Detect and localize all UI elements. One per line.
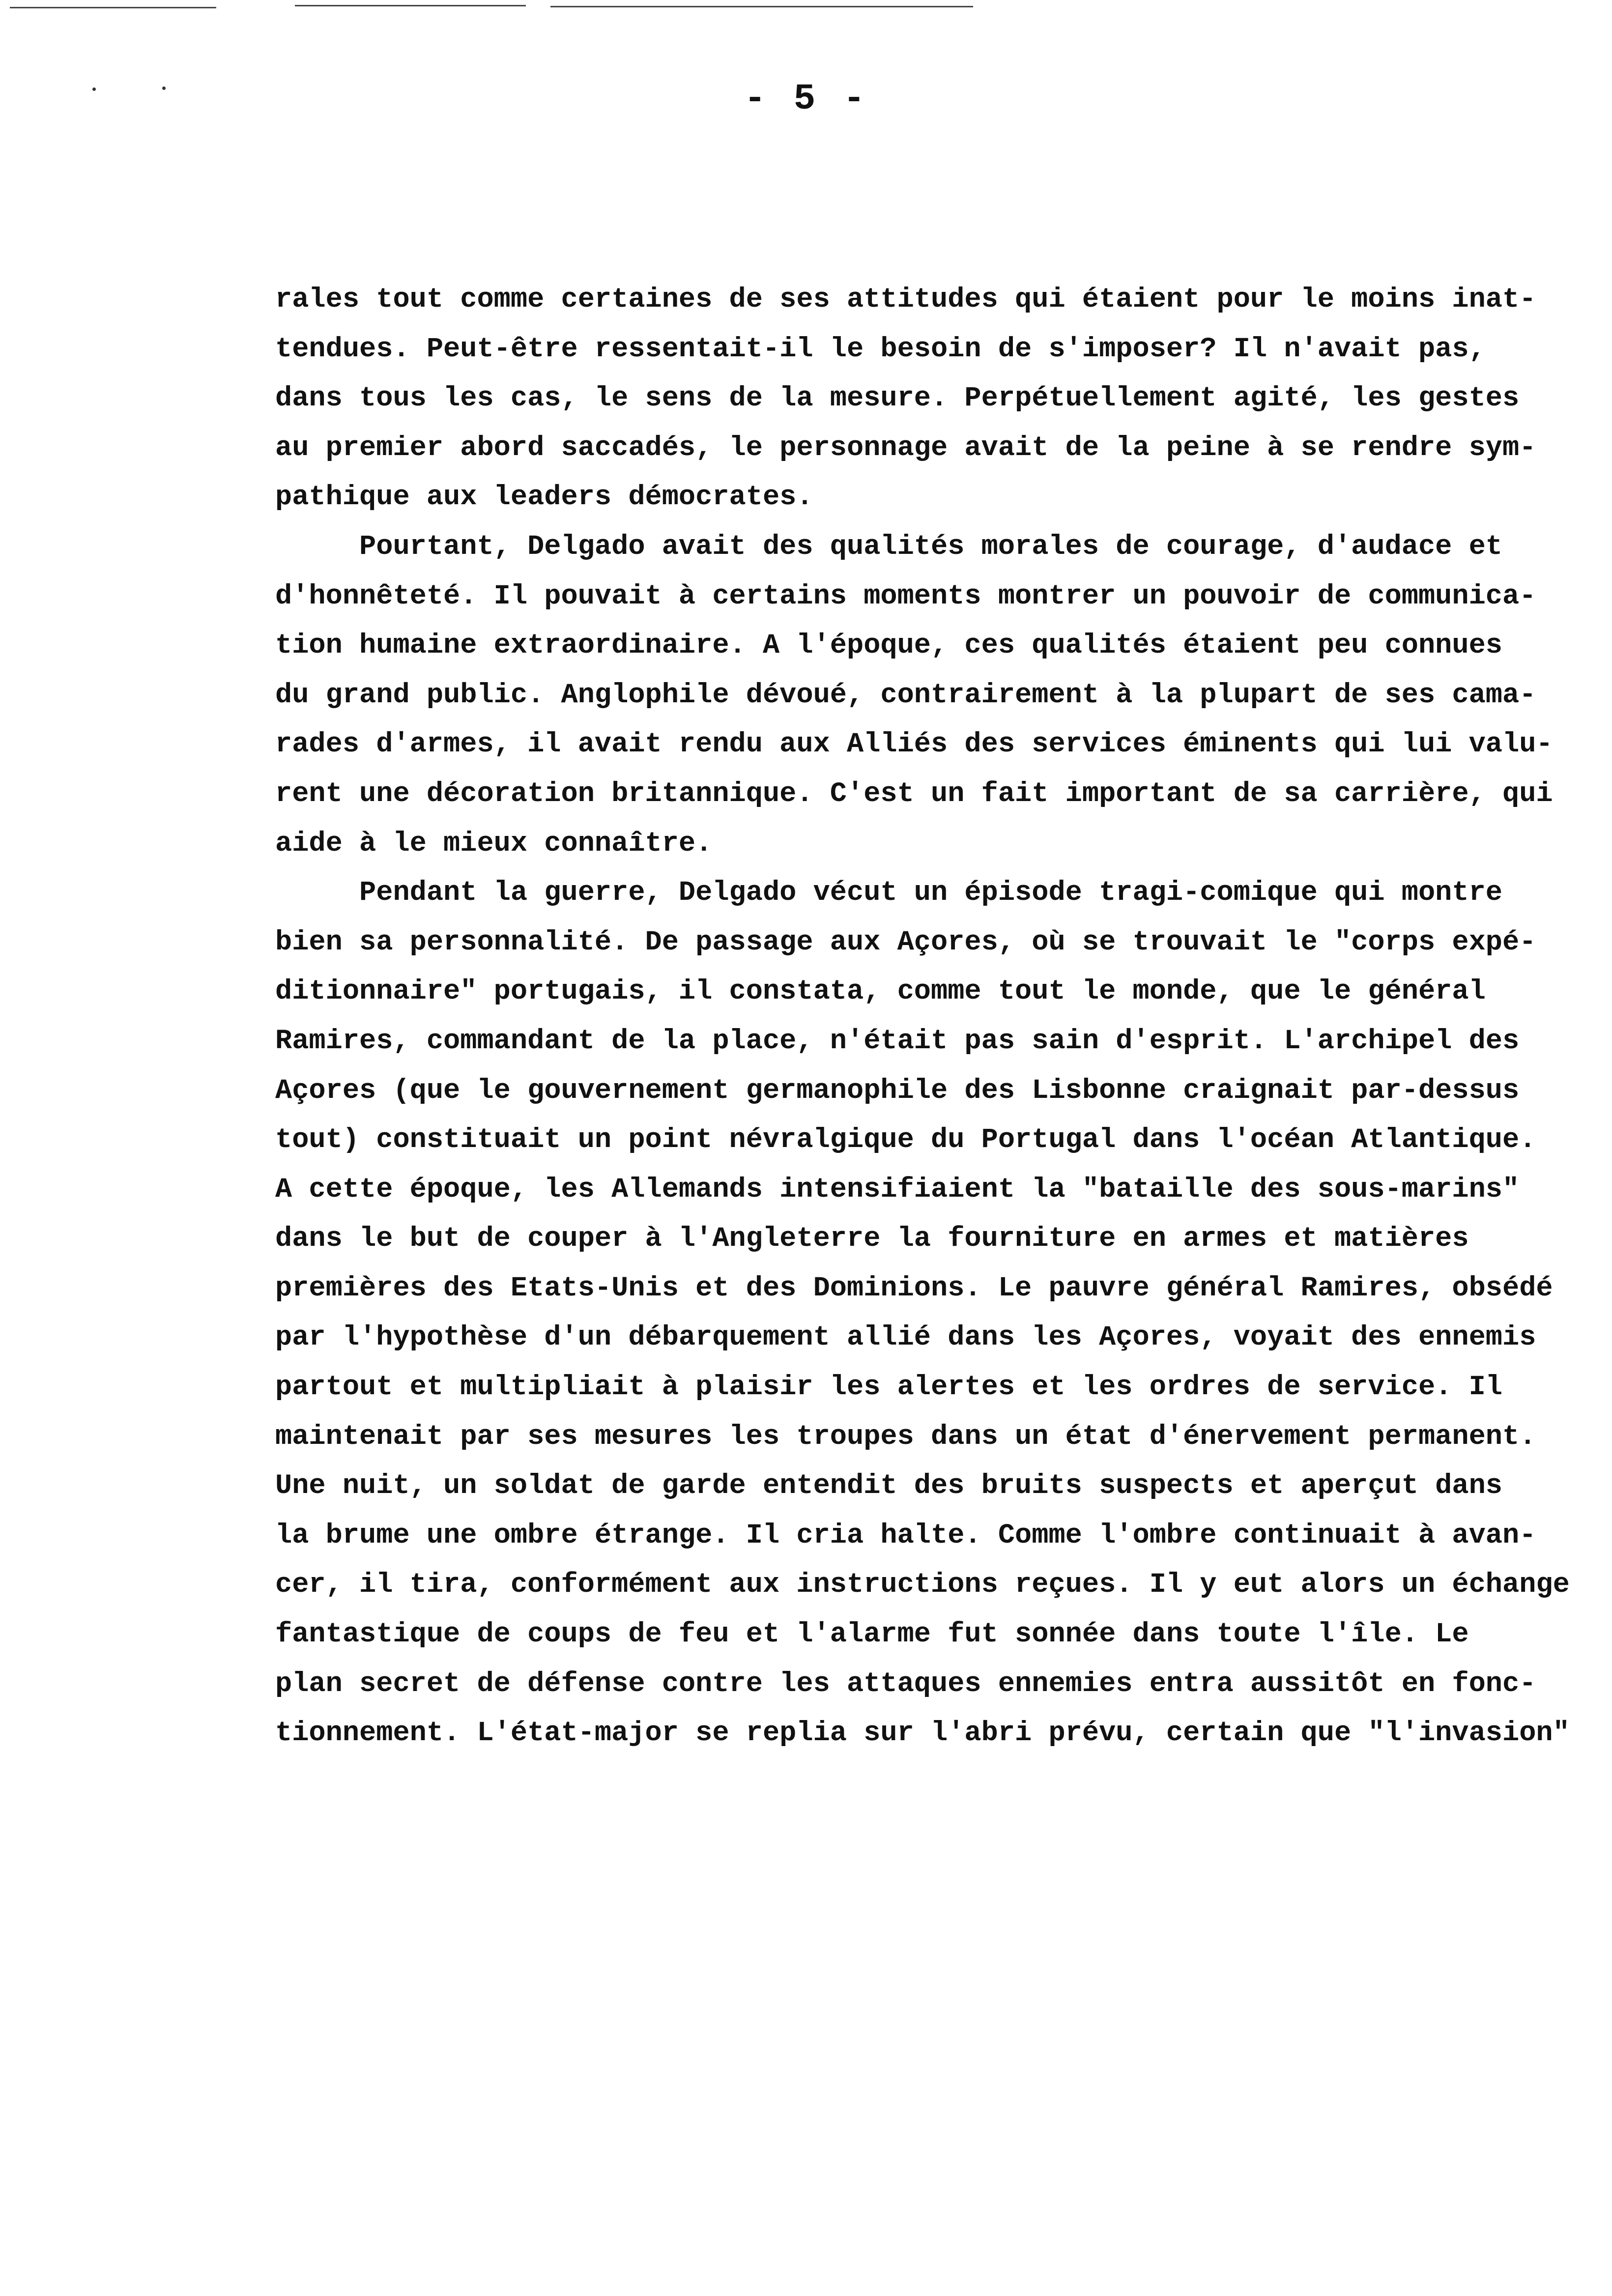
text-line: dans tous les cas, le sens de la mesure. Perpétuellement agité, les gestes	[275, 383, 1520, 415]
text-line: partout et multipliait à plaisir les alertes et les ordres de service. Il	[275, 1372, 1503, 1404]
text-line: tout) constituait un point névralgique du Portugal dans l'océan Atlantique.	[275, 1124, 1536, 1156]
scan-top-edge-right	[550, 6, 973, 7]
text-line: Une nuit, un soldat de garde entendit des bruits suspects et aperçut dans	[275, 1470, 1503, 1502]
page-number: - 5 -	[744, 79, 868, 120]
text-line: rales tout comme certaines de ses attitudes qui étaient pour le moins inat-	[275, 284, 1536, 316]
text-line: fantastique de coups de feu et l'alarme fut sonnée dans toute l'île. Le	[275, 1619, 1469, 1651]
text-line: cer, il tira, conformément aux instructions reçues. Il y eut alors un échange	[275, 1569, 1570, 1601]
text-line: Pourtant, Delgado avait des qualités morales de courage, d'audace et	[275, 531, 1503, 563]
text-line: du grand public. Anglophile dévoué, contrairement à la plupart de ses cama-	[275, 679, 1536, 711]
text-line: tion humaine extraordinaire. A l'époque, ces qualités étaient peu connues	[275, 630, 1503, 662]
text-line: d'honnêteté. Il pouvait à certains moments montrer un pouvoir de communica-	[275, 580, 1536, 612]
scan-top-edge-left	[10, 7, 216, 8]
text-line: premières des Etats-Unis et des Dominions. Le pauvre général Ramires, obsédé	[275, 1272, 1553, 1304]
text-line: tionnement. L'état-major se replia sur l'abri prévu, certain que "l'invasion"	[275, 1718, 1570, 1750]
text-line: plan secret de défense contre les attaques ennemies entra aussitôt en fonc-	[275, 1668, 1536, 1700]
text-line: par l'hypothèse d'un débarquement allié dans les Açores, voyait des ennemis	[275, 1322, 1536, 1354]
text-line: Ramires, commandant de la place, n'était pas sain d'esprit. L'archipel des	[275, 1025, 1520, 1057]
text-line: maintenait par ses mesures les troupes dans un état d'énervement permanent.	[275, 1421, 1536, 1453]
text-line: rent une décoration britannique. C'est un fait important de sa carrière, qui	[275, 778, 1553, 810]
text-line: bien sa personnalité. De passage aux Açores, où se trouvait le "corps expé-	[275, 926, 1536, 958]
body-text	[275, 275, 1612, 1758]
text-line: pathique aux leaders démocrates.	[275, 482, 813, 514]
text-line: Açores (que le gouvernement germanophile des Lisbonne craignait par-dessus	[275, 1075, 1520, 1107]
text-line: ditionnaire" portugais, il constata, comme tout le monde, que le général	[275, 976, 1486, 1008]
scan-top-edge-middle	[295, 5, 526, 6]
text-line: tendues. Peut-être ressentait-il le besoin de s'imposer? Il n'avait pas,	[275, 333, 1486, 365]
text-line: la brume une ombre étrange. Il cria halte. Comme l'ombre continuait à avan-	[275, 1520, 1536, 1551]
text-line: au premier abord saccadés, le personnage avait de la peine à se rendre sym-	[275, 432, 1536, 464]
text-line: rades d'armes, il avait rendu aux Alliés des services éminents qui lui valu-	[275, 729, 1553, 761]
text-line: dans le but de couper à l'Angleterre la fourniture en armes et matières	[275, 1223, 1469, 1255]
text-line: Pendant la guerre, Delgado vécut un épisode tragi-comique qui montre	[275, 877, 1503, 909]
text-line: aide à le mieux connaître.	[275, 828, 713, 860]
text-line: A cette époque, les Allemands intensifiaient la "bataille des sous-marins"	[275, 1174, 1520, 1205]
